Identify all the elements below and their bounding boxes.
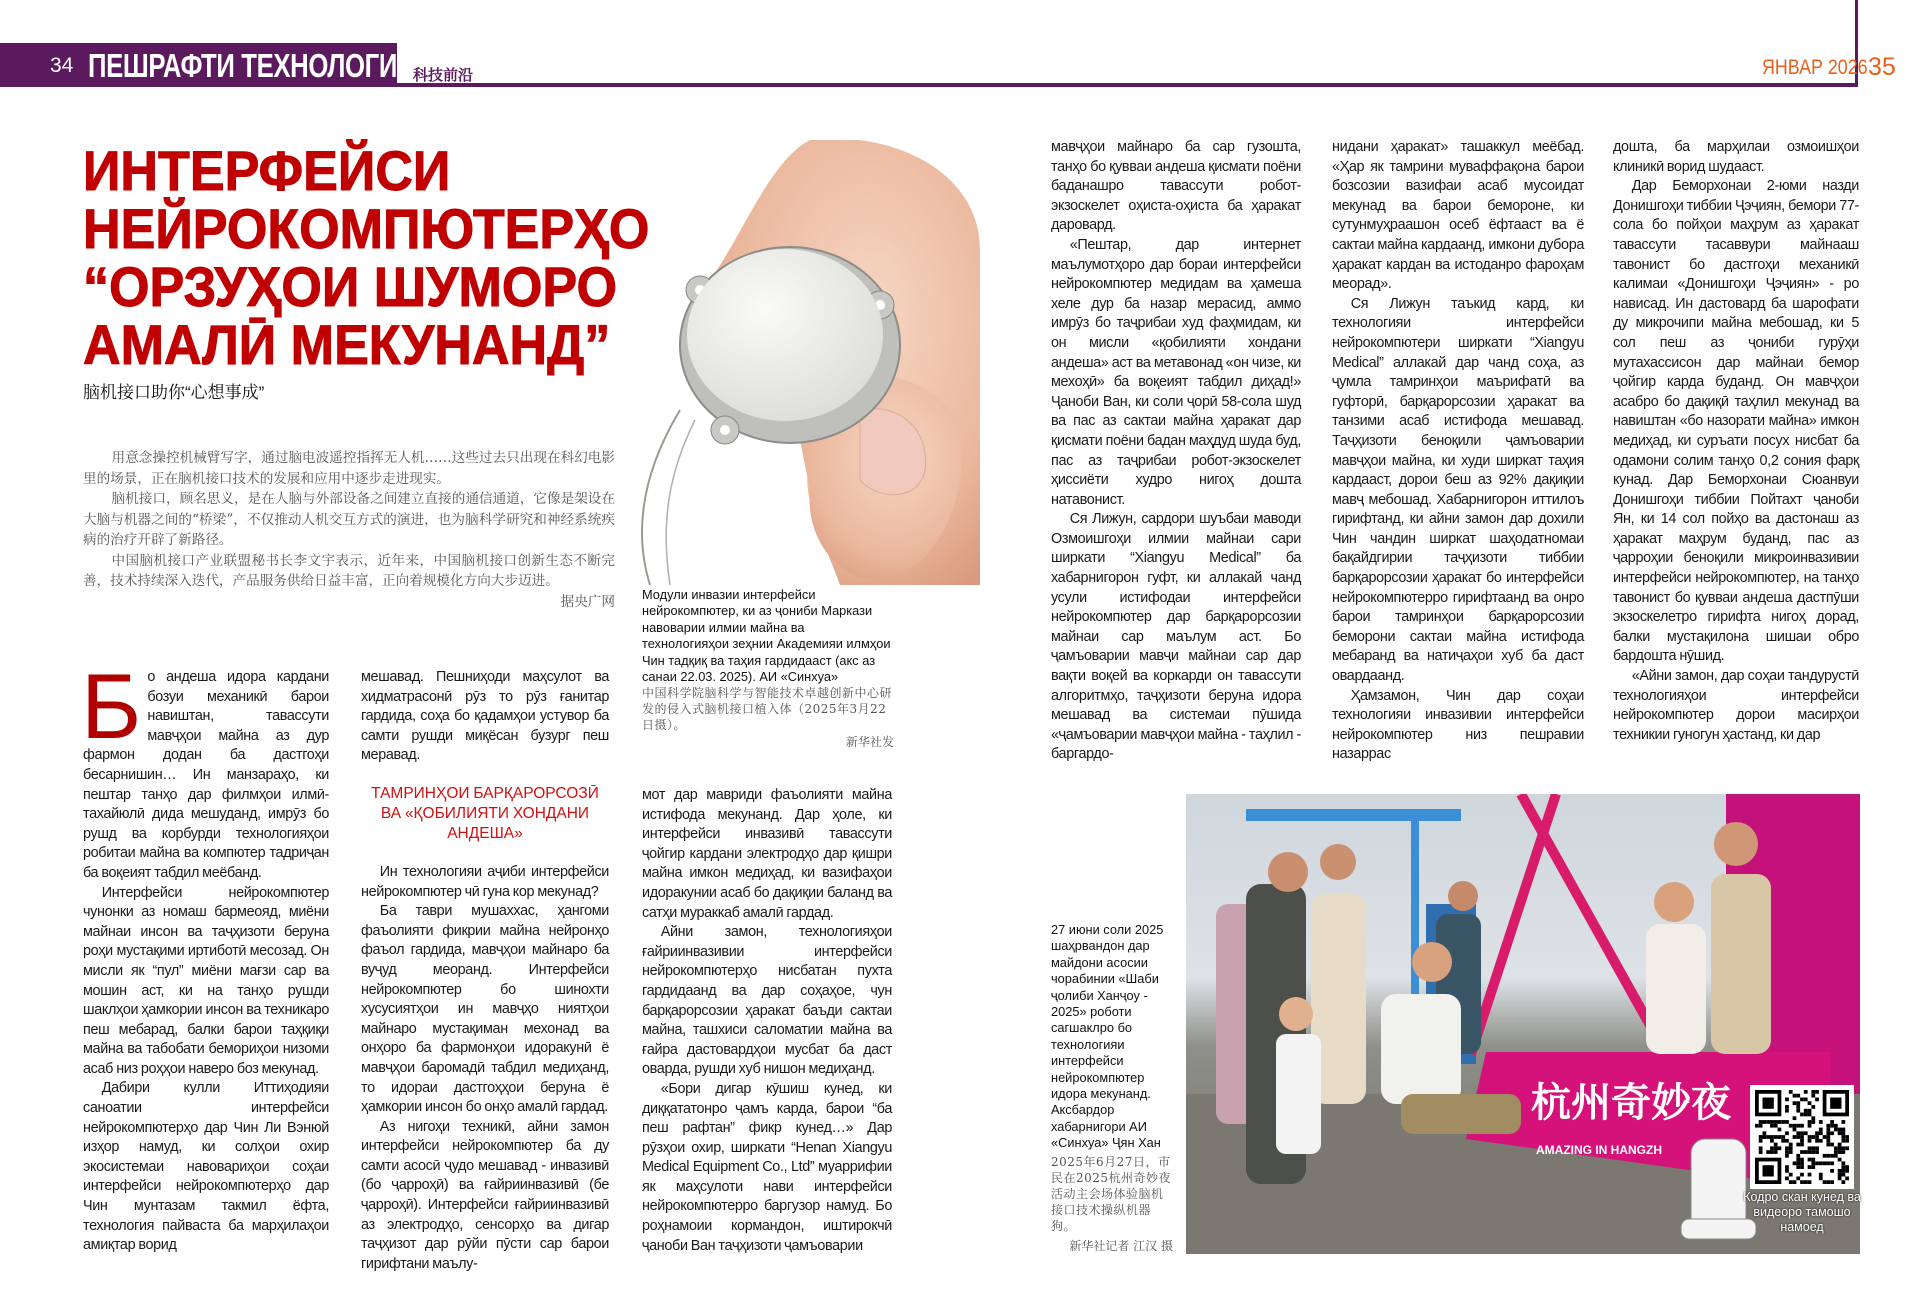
qr-code[interactable]	[1750, 1085, 1854, 1189]
body-paragraph: Ин технологияи аҷиби интерфейси нейрокомпютер чӣ гуна кор мекунад?	[361, 863, 609, 900]
title-line: “ОРЗУҲОИ ШУМОРО	[83, 255, 617, 318]
intro-cn	[83, 448, 615, 612]
body-paragraph: дошта, ба марҳилаи озмоишҳои клиникӣ ворид шудааст.	[1613, 139, 1859, 175]
implant-device	[680, 247, 900, 444]
photo-caption	[1051, 922, 1173, 1254]
body-column-1	[81, 656, 329, 1256]
issue-date: ЯНВАР 2026	[1762, 56, 1868, 79]
title-line: АМАЛӢ МЕКУНАНД”	[83, 313, 611, 376]
body-paragraph: Аз нигоҳи техникӣ, айни замон интерфейси нейрокомпютер ба ду самти асосӣ ҷудо мешавад - инвазивӣ (бо ҷарроҳӣ) ва ғайриинвазивӣ (бе ҷарроҳӣ). Интерфейси ғайриинвазивӣ аз электродҳо, сенсорҳо ва дигар таҷҳизот дар рӯйи пӯсти сар барои гирифтани маълу-	[361, 1118, 609, 1272]
body-column-4	[1051, 138, 1301, 765]
body-paragraph: «Айни замон, дар соҳаи тандурустӣ технологияҳои интерфейси нейрокомпютер дорои масирҳои техникии гуногун ҳастанд, ки дар	[1613, 668, 1859, 743]
body-paragraph: Ся Лижун, сардори шуъбаи маводи Озмоишгоҳи илмии майнаи сари ширкати “Xiangyu Medical” ба хабарнигорон гуфт, ки аллакай чанд усули истифодаи интерфейси нейрокомпютер дар барқарорсозии майнаи сар маълум аст. Бо ҷамъоварии мавҷи майнаи сар дар вақти воқей ва коркарди он тавассути алгоритмҳо, таҷҳизоти беруна идора мешавад ва системаи пӯшида «ҷамъоварии мавҷҳои майна - таҳлил - баргардо-	[1051, 511, 1301, 763]
section-subheading: ТАМРИНҲОИ БАРҚАРОРСОЗӢ ВА «ҚОБИЛИЯТИ ХОНДАНИ АНДЕША»	[371, 784, 599, 842]
page-number-left: 34	[50, 54, 74, 77]
body-paragraph: «Пештар, дар интернет маълумотҳоро дар бораи интерфейси нейрокомпютер медидам ва ҳамеша хеле дур ба назар мерасид, аммо имрӯз бо таҷрибаи худ фаҳмидам, ки он мисли «қобилияти хондани андеша» аст ва метавонад «он чизе, ки мехоҳӣ» ба воқеият табдил диҳад!» Ҷаноби Ван, ки соли ҷорӣ 58-сола шуд ва пас аз сактаи майна ҳаракат дар қисмати поёни бадан маҳдуд шуда буд, пас аз таҷрибаи робот-экзоскелет ҳиссиёти худро нигоҳ дошта натавонист.	[1051, 236, 1301, 508]
intro-paragraph: 用意念操控机械臂写字，通过脑电波遥控指挥无人机……这些过去只出现在科幻电影里的场景，正在脑机接口技术的发展和应用中逐步走进现实。	[83, 450, 615, 487]
body-paragraph: нидани ҳаракат» ташаккул меёбад. «Ҳар як тамрини муваффақона барои бозсозии вазифаи асаб мусоидат мекунад ва барои бемороне, ки сутунмуҳраашон осеб ёфтааст ва ё сактаи майна кардаанд, имкони дубора ҳаракат кардан ва истоданро фароҳам меорад».	[1332, 139, 1584, 293]
header-rule	[397, 83, 1858, 87]
qr-pattern	[1755, 1090, 1849, 1184]
body-paragraph: Ся Лижун таъкид кард, ки технологияи интерфейси нейрокомпютери ширкати “Xiangyu Medical” аллакай дар чанд соҳа, аз ҷумла тамринҳои маърифатӣ ва гуфторӣ, барқарорсозии ҳаракат ва танзими асаб истифода мешавад. Таҷҳизоти беноқили ҷамъоварии мавҷҳои майна, ки худи ширкат таҳия кардааст, дорои беш аз 92% дақиқии мавҷ мебошад. Хабарнигорон иттилоъ гирифтанд, ки айни замон дар дохили Чин чандин ширкат шаҳодатномаи бақайдгирии таҷҳизоти тиббии барқарорсозии ҳаракат бо интерфейси нейрокомпютерро гирифтаанд ва онро барои тамринҳои барқарорсозии беморони сактаи майна истифода мебаранд ва натиҷаҳои хуб ба даст овардаанд.	[1332, 295, 1584, 685]
intro-paragraph: 脑机接口，顾名思义，是在人脑与外部设备之间建立直接的通信通道，它像是架设在大脑与机器之间的“桥梁”，不仅推动人机交互方式的演进，也为脑科学研究和神经系统疾病的治疗开辟了新路径。	[83, 491, 615, 548]
body-paragraph: Дабири кулли Иттиҳодияи саноатии интерфейси нейрокомпютерҳо дар Чин Ли Вэнюй изҳор намуд, ки солҳои охир экосистемаи навовариҳои соҳаи интерфейси нейрокомпютерҳо дар Чин мунтазам такмил ёфта, технология пайваста ба марҳилаҳои амиқтар ворид	[83, 1080, 329, 1254]
drop-cap: Б	[81, 656, 142, 758]
body-paragraph	[81, 656, 329, 884]
body-paragraph: мешавад. Пешниҳоди маҳсулот ва хидматрасонӣ рӯз то рӯз ғанитар гардида, соҳа бо қадамҳои устувор ба самти рушди миқёсан бузург пеш меравад.	[361, 669, 609, 764]
body-column-2	[361, 668, 609, 1274]
section-title-cn: 科技前沿	[413, 66, 474, 84]
intro-source: 据央广网	[560, 593, 615, 610]
body-paragraph: мавҷҳои майнаро ба сар гузошта, танҳо бо қувваи андеша қисмати поёни баданашро тавассути робот-экзоскелет оҳиста-оҳиста ба ҳаракат даровард.	[1051, 139, 1301, 234]
body-paragraph: Интерфейси нейрокомпютер чунонки аз номаш бармеояд, миёни майнаи инсон ва таҷҳизоти беруна роҳи мустақими иртиботӣ месозад. Он мисли як “пул” миёни мағзи сар ва мошин аст, ки на танҳо рушди шаклҳои ҳамкории инсон ва техникаро пеш мебарад, балки барои таҳқиқи майна ва табобати бемориҳои низоми асаб низ роҳҳои наверо боз мекунад.	[83, 884, 329, 1077]
booth-sign-en: AMAZING IN HANGZH	[1536, 1143, 1662, 1157]
caption-text-cn: 2025年6月27日，市民在2025杭州奇妙夜活动主会场体验脑机接口技术操纵机器狗。	[1051, 1154, 1172, 1233]
title-line: ИНТЕРФЕЙСИ	[83, 139, 451, 202]
page-number-right: 35	[1868, 53, 1896, 81]
caption-credit: 新华社记者 江汉 摄	[1069, 1238, 1173, 1253]
section-title: ПЕШРАФТИ ТЕХНОЛОГИЯ	[88, 47, 416, 84]
body-column-5	[1332, 138, 1584, 765]
article-title	[83, 139, 650, 376]
qr-caption: Кодро скан кунед ва видеоро тамошо намоед	[1743, 1190, 1861, 1234]
caption-text: 27 июни соли 2025 шаҳрвандон дар майдони асосии чорабинии «Шаби ҷолиби Ханҷоу - 2025» роботи сагшаклро бо технологияи интерфейси нейрокомпютер идора мекунанд. Аксбардор хабарнигори АИ «Синхуа» Ҷян Хан	[1051, 922, 1164, 1151]
body-paragraph: Дар Беморхонаи 2-юми назди Донишгоҳи тиббии Ҷэҷиян, бемори 77-сола бо пойҳои маҳрум аз ҳаракат тавассути тасаввури майнааш тавонист бо дастгоҳи механикӣ калимаи «Донишгоҳи Ҷэҷиян» - ро нависад. Ин дастовард ба шарофати ду микрочипи майна мебошад, ки 5 сол пеш аз ҷониби гурӯҳи мутахассисон дар майнаи бемор ҷойгир карда буданд. Он мавҷҳои асабро бо дақиқӣ таҳлил мекунад ва навиштан «бо назорати майна» имкон медиҳад, ки суръати посух нисбат ба одамони солим танҳо 0,2 сония фарқ кунад. Дар Беморхонаи Сюанвуи Донишгоҳи тиббии Пойтахт ҷаноби Ян, ки 14 сол пойҳо ва дастонаш аз ҳаракат маҳрум буданд, пас аз ҷарроҳии беноқили микроинвазивии интерфейси нейрокомпютер, на танҳо тавонист бо қувваи андеша дастпӯши экзоскелетро гирифта нигоҳ дорад, балки мустақилона шишаи обро бардошта нӯшид.	[1613, 178, 1859, 665]
body-paragraph: Ҳамзамон, Чин дар соҳаи технологияи инвазивии интерфейси нейрокомпютер низ пешравии назаррас	[1332, 687, 1584, 763]
caption-credit: 新华社发	[845, 735, 894, 750]
intro-paragraph: 中国脑机接口产业联盟秘书长李文宇表示，近年来，中国脑机接口创新生态不断完善，技术持续深入迭代，产品服务供给日益丰富，正向着规模化方向大步迈进。	[83, 552, 615, 589]
implant-caption	[642, 587, 894, 750]
caption-text-cn: 中国科学院脑科学与智能技术卓越创新中心研发的侵入式脑机接口植入体（2025年3月22日摄）。	[642, 686, 893, 733]
paragraph-text: о андеша идора кардани бозуи механикӣ барои навиштан, тавассути мавҷҳои майна аз дур фармон додан ба дастгоҳи бесарнишин… Ин манзараҳо, ки пештар танҳо дар филмҳои илмӣ-тахайюлӣ дида мешуданд, имрӯз бо рушд ва корбурди технологияҳои робитаи майна ва компютер тадриҷан ба воқеият табдил меёбанд.	[83, 669, 329, 881]
body-column-3	[642, 786, 892, 1256]
title-line: НЕЙРОКОМПЮТЕРҲО	[83, 197, 650, 260]
article-subtitle-cn: 脑机接口助你“心想事成”	[83, 383, 265, 402]
body-column-6	[1613, 138, 1859, 745]
body-paragraph: Ба таври мушаххас, ҳангоми фаъолияти фикрии майна нейронҳо фаъол гардида, мавҷҳои майнаро ба вуҷуд меоранд. Интерфейси нейрокомпютер бо шинохти хусусиятҳои ин мавҷҳо ниятҳои майнаро мустақиман мехонад ва онҳоро ба фармонҳои идоракунӣ ё мавҷҳои баромадӣ табдил медиҳанд, то идораи дастгоҳҳои беруна ё ҳамкории инсон бо онҳо амалӣ гардад.	[361, 903, 609, 1116]
body-paragraph: мот дар мавриди фаъолияти майна истифода мекунанд. Дар ҳоле, ки интерфейси инвазивӣ тавассути ҷойгир кардани электродҳо дар қишри майна имкон медиҳад, ки вазифаҳои идоракунии асаб бо дақиқии баланд ва сатҳи мураккаб амалӣ гардад.	[642, 787, 892, 921]
body-paragraph: «Бори дигар кӯшиш кунед, ки диққататонро ҷамъ карда, барои “ба пеш рафтан” фикр кунед…» Дар рӯзҳои охир, ширкати “Henan Xiangyu Medical Equipment Co., Ltd” муаррифии як маҳсулоти нави интерфейси нейрокомпютерро баргузор намуд. Бо роҳнамоии кормандон, иштирокчӣ ҷаноби Ван таҷҳизоти ҷамъоварии	[642, 1080, 892, 1254]
body-paragraph: Айни замон, технологияҳои ғайриинвазивии интерфейси нейрокомпютерҳо нисбатан пухта гардидаанд ва дар соҳаҳое, чун барқарорсозии ҳаракат баъди сактаи майна, ташхиси саломатии майна ва ғайра дастовардҳои мусбат ба даст оварда, рушди хуб нишон медиҳанд.	[642, 924, 892, 1078]
caption-text: Модули инвазии интерфейси нейрокомпютер, ки аз ҷониби Маркази навоварии илмии майна ва технологияҳои зеҳнии Академияи илмҳои Чин тадқиқ ва таҳия гардидааст (акс аз санаи 22.03. 2025). АИ «Синхуа»	[642, 587, 891, 685]
booth-sign-cn: 杭州奇妙夜	[1531, 1080, 1731, 1126]
